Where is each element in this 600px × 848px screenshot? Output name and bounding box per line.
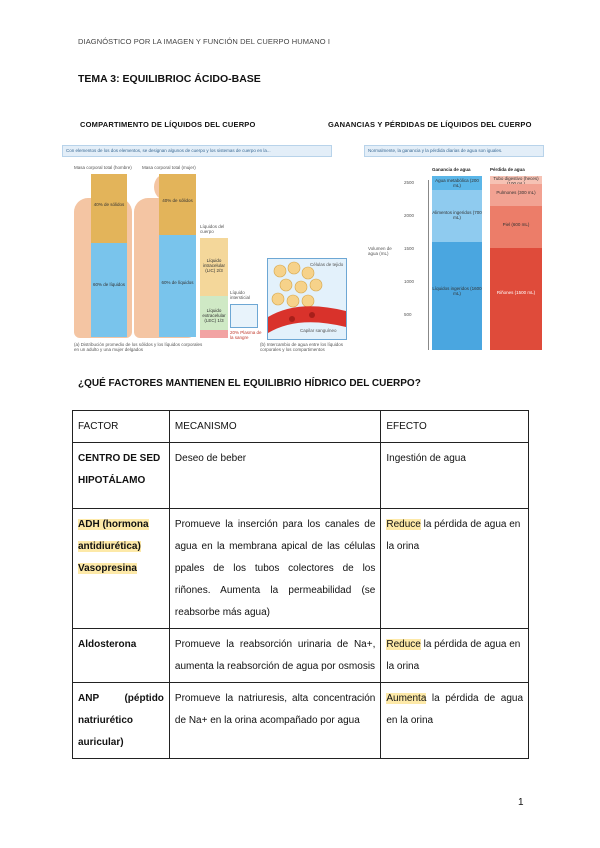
gain-food-label: Alimentos ingeridos (700 mL): [432, 210, 482, 220]
col-gain-label: Ganancia de agua: [432, 167, 471, 172]
axis-line: [428, 180, 429, 350]
figure-right-title: GANANCIAS Y PÉRDIDAS DE LÍQUIDOS DEL CUERPO: [328, 120, 532, 129]
effect-highlight: Aumenta: [386, 693, 427, 704]
icf-label: Líquido intracelular (LIC) 2/3: [202, 258, 225, 273]
interstitial-label: Líquido intersticial: [230, 290, 251, 300]
fluids-bar-1: [91, 243, 127, 337]
factor-cell: [73, 509, 170, 629]
capillary-label: Capilar sanguíneo: [300, 328, 337, 333]
mechanism-text: Promueve la reabsorción urinaria de Na+, aumenta la reabsorción de agua por osmosis: [174, 639, 376, 672]
solids-label-2: 40% de sólidos: [162, 198, 193, 203]
gain-metabolic-label: Agua metabólica (200 mL): [435, 178, 479, 188]
ytick-1500: 1500: [404, 246, 415, 251]
interstitial-box: [230, 304, 258, 328]
loss-skin-label: Piel (600 mL): [502, 222, 530, 227]
ytick-500: 500: [404, 312, 412, 317]
ytick-1000: 1000: [404, 279, 415, 284]
plasma-bar: [200, 330, 228, 338]
loss-lungs: [490, 184, 542, 206]
plasma-pct-label: 20% Plasma de la sangre: [230, 330, 262, 340]
effect-cell: [381, 509, 529, 629]
mechanism-text: Promueve la natriuresis, alta concentración de Na+ en la orina acompañado por agua: [174, 693, 376, 726]
solids-label-1: 40% de sólidos: [93, 202, 125, 207]
figure-left-caption: Con elementos de los dos elementos, se designan algunos de cuerpo y los sistemas de cuerpo en la...: [62, 145, 332, 157]
table-row: [73, 683, 529, 759]
gain-liquids: [432, 242, 482, 350]
solids-bar-1: [91, 174, 127, 243]
factor-cell: [73, 443, 170, 509]
factor-cell: [73, 629, 170, 683]
ytick-2000: 2000: [404, 213, 415, 218]
mechanism-cell: [169, 509, 380, 629]
figure-left-title: COMPARTIMENTO DE LÍQUIDOS DEL CUERPO: [80, 120, 256, 129]
factor-cell: [73, 683, 170, 759]
fluids-bar-2: [159, 235, 196, 337]
loss-gi-label: Tubo digestivo (heces): [493, 176, 539, 181]
figure-water-balance: [328, 118, 550, 356]
mechanism-cell: [169, 443, 380, 509]
fluids-label-1: 60% de líquidos: [92, 282, 126, 287]
effect-highlight: Reduce: [386, 639, 421, 650]
y-axis-label: Volumen de agua (mL): [368, 246, 392, 256]
factor-text: CENTRO DE SED HIPOTÁLAMO: [78, 453, 161, 486]
table-row: [73, 509, 529, 629]
fluids-label-2: 60% de líquidos: [161, 280, 194, 285]
loss-kidneys-label: Riñones (1500 mL): [496, 290, 536, 295]
table-row: [73, 443, 529, 509]
mechanism-text: Promueve la inserción para los canales de agua en la membrana apical de las células ppales de los tubos colectores de los riñones. Aumenta la permeabilidad (se reabsorbe más agua): [174, 519, 376, 618]
effect-text: la pérdida de agua en la orina: [386, 693, 523, 726]
effect-text: Ingestión de agua: [386, 453, 466, 464]
caption-a: (a) Distribución promedio de los sólidos y los líquidos corporales en un adulto y una mujer delgados: [74, 342, 203, 352]
gain-liquids-label: Líquidos ingeridos (1600 mL): [432, 286, 482, 296]
effect-text: la pérdida de agua en la orina: [386, 639, 521, 672]
header-mechanism: MECANISMO: [169, 411, 380, 443]
label-male: Masa corporal total (hombre): [74, 165, 132, 170]
label-female: Masa corporal total (mujer): [142, 165, 196, 170]
effect-cell: [381, 443, 529, 509]
mechanism-text: Deseo de beber: [174, 453, 247, 464]
ytick-2500: 2500: [404, 180, 415, 185]
fluids-body-label: Líquidos del cuerpo: [200, 224, 225, 234]
figure-right-caption: Normalmente, la ganancia y la pérdida diarias de agua son iguales.: [364, 145, 544, 157]
effect-cell: [381, 683, 529, 759]
factor-text: ANP (péptido natriurético auricular): [78, 693, 164, 748]
factor-text: ADH (hormona antidiurética) Vasopresina: [78, 519, 149, 574]
loss-skin: [490, 206, 542, 248]
col-loss-label: Pérdida de agua: [490, 167, 525, 172]
cells-label: Células de tejido: [310, 262, 344, 267]
header-factor: FACTOR: [73, 411, 170, 443]
effect-highlight: Reduce: [386, 519, 421, 530]
caption-b: (b) Intercambio de agua entre los líquidos corporales y los compartimentos: [260, 342, 344, 352]
solids-bar-2: [159, 174, 196, 235]
section-question: ¿QUÉ FACTORES MANTIENEN EL EQUILIBRIO HÍDRICO DEL CUERPO?: [78, 378, 421, 389]
running-header: DIAGNÓSTICO POR LA IMAGEN Y FUNCIÓN DEL CUERPO HUMANO I: [78, 37, 331, 46]
figure-fluid-compartments: [62, 118, 352, 356]
loss-kidneys: [490, 248, 542, 350]
table-header-row: [73, 411, 529, 443]
mechanism-cell: [169, 629, 380, 683]
header-effect: EFECTO: [381, 411, 529, 443]
ecf-label: Líquido extracelular (LEC) 1/3: [202, 308, 226, 323]
mechanism-cell: [169, 683, 380, 759]
page-number: 1: [518, 797, 524, 808]
factor-text: Aldosterona: [78, 639, 137, 650]
factors-table: [72, 410, 529, 759]
effect-cell: [381, 629, 529, 683]
effect-text: la pérdida de agua en la orina: [386, 519, 521, 552]
section-title: TEMA 3: EQUILIBRIOC ÁCIDO-BASE: [78, 73, 261, 85]
table-row: [73, 629, 529, 683]
loss-lungs-label: Pulmones (300 mL): [496, 190, 536, 195]
